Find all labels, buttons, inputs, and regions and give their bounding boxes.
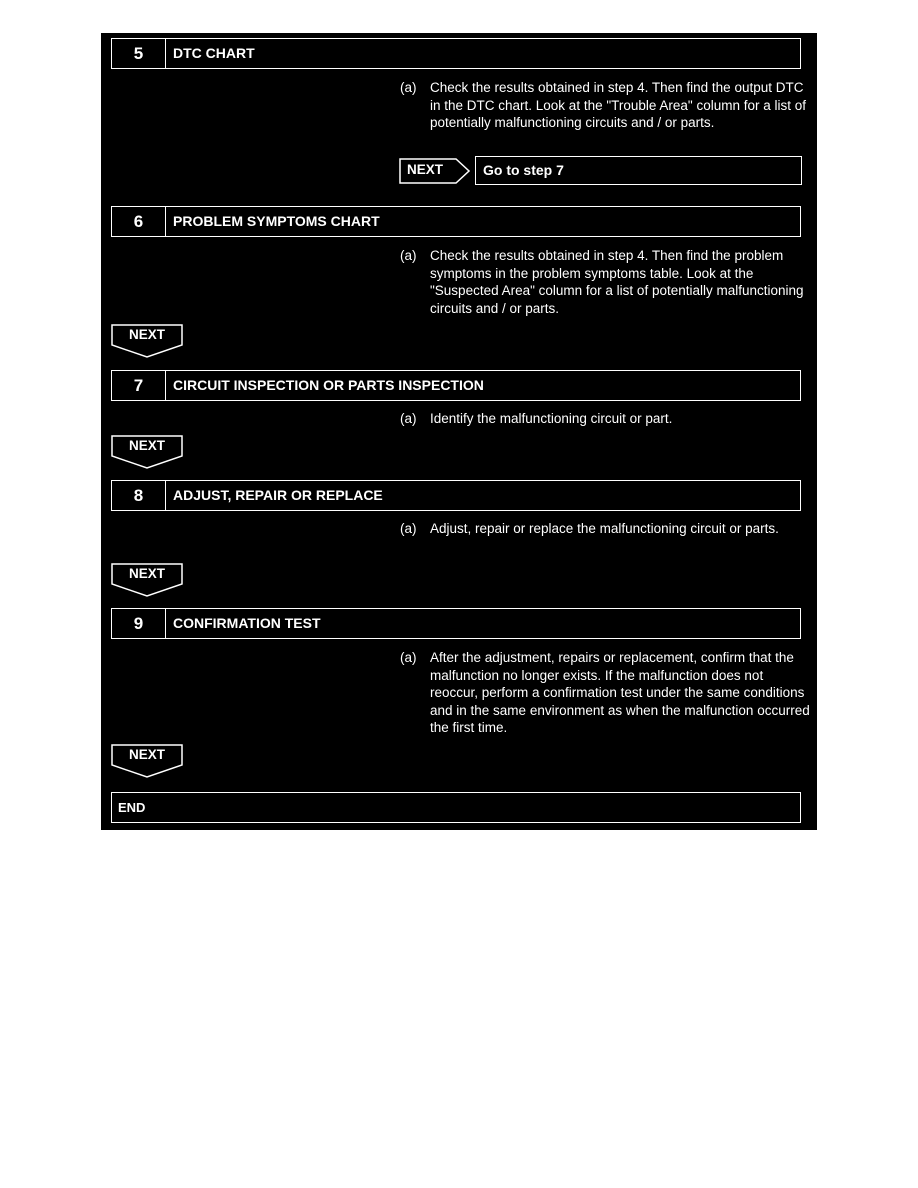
step-6-next-label: NEXT [128,327,165,342]
step-6-instruction-text: Check the results obtained in step 4. Then find the problem symptoms in the problem symptoms table. Look at the "Suspected Area" column for a list of potentially malfunctioning circuits and / or parts. [430,248,804,316]
step-8-instruction [400,520,810,538]
step-7-title: CIRCUIT INSPECTION OR PARTS INSPECTION [173,377,484,393]
step-5-instruction-text: Check the results obtained in step 4. Then find the output DTC in the DTC chart. Look at the "Trouble Area" column for a list of potentially malfunctioning circuits and / or parts. [430,80,807,130]
step-9-instruction-label: (a) [400,650,417,665]
step-8-header [111,480,801,511]
step-6-header [111,206,801,237]
step-5-instruction [400,79,810,132]
step-6-next-button[interactable] [111,324,183,358]
step-7-header [111,370,801,401]
step-5-title: DTC CHART [173,45,255,61]
end-header [111,792,801,823]
step-8-instruction-text: Adjust, repair or replace the malfunctioning circuit or parts. [430,521,779,536]
step-9-number: 9 [112,609,166,638]
step-5-instruction-label: (a) [400,80,417,95]
step-7-next-label: NEXT [128,438,165,453]
step-5-number: 5 [112,39,166,68]
end-title: END [118,800,146,815]
step-5-next-button[interactable] [399,158,471,184]
step-7-next-button[interactable] [111,435,183,469]
step-9-title: CONFIRMATION TEST [173,615,321,631]
step-6-title: PROBLEM SYMPTOMS CHART [173,213,380,229]
step-5-next-label: NEXT [407,162,444,177]
step-9-instruction-text: After the adjustment, repairs or replacement, confirm that the malfunction no longer exists. If the malfunction does not reoccur, perform a confirmation test under the same conditions and in the same environment as when the malfunction occurred the first time. [430,650,810,735]
step-6-instruction-label: (a) [400,248,417,263]
step-5-header [111,38,801,69]
step-8-next-button[interactable] [111,563,183,597]
step-8-next-label: NEXT [128,566,165,581]
step-7-instruction [400,410,810,428]
goto-step-7-box[interactable]: Go to step 7 [475,156,802,185]
step-8-instruction-label: (a) [400,521,417,536]
step-6-instruction [400,247,810,317]
step-9-header [111,608,801,639]
step-9-next-label: NEXT [128,747,165,762]
step-8-number: 8 [112,481,166,510]
step-9-instruction [400,649,810,737]
step-7-instruction-label: (a) [400,411,417,426]
step-7-number: 7 [112,371,166,400]
step-6-number: 6 [112,207,166,236]
procedure-panel [101,33,817,830]
step-9-next-button[interactable] [111,744,183,778]
step-7-instruction-text: Identify the malfunctioning circuit or part. [430,411,673,426]
step-8-title: ADJUST, REPAIR OR REPLACE [173,487,383,503]
